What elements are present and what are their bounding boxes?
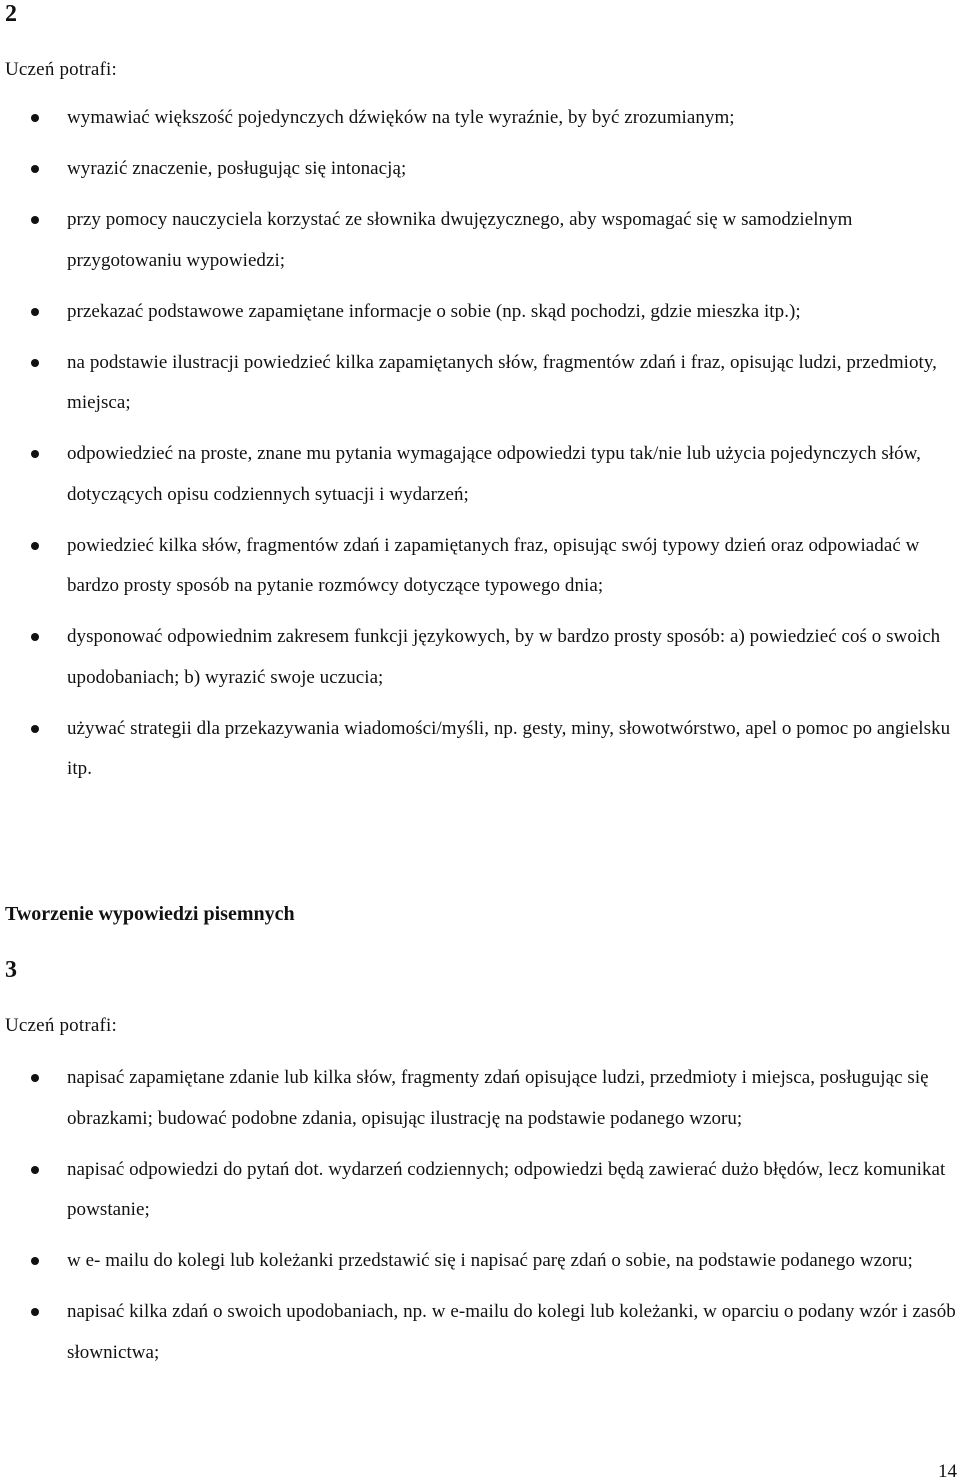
list-item-text: napisać kilka zdań o swoich upodobaniach, np. w e-mailu do kolegi lub koleżanki, w oparciu o podany wzór i zasób słownictwa;: [67, 1301, 956, 1363]
list-item: [0, 1241, 960, 1282]
list-item: [0, 617, 960, 698]
list-item: [0, 526, 960, 607]
bullet-icon: [31, 216, 39, 224]
list-item-text: przekazać podstawowe zapamiętane informacje o sobie (np. skąd pochodzi, gdzie mieszka itp.);: [67, 300, 801, 322]
bullet-icon: [31, 1074, 39, 1082]
list-item-text: dysponować odpowiednim zakresem funkcji językowych, by w bardzo prosty sposób: a) powiedzieć coś o swoich upodobaniach; b) wyrazić swoje uczucia;: [67, 626, 941, 688]
list-item: [0, 1292, 960, 1373]
bullet-icon: [31, 1257, 39, 1265]
section-intro: Uczeń potrafi:: [5, 59, 117, 80]
page-number: 14: [938, 1461, 957, 1482]
list-item: [0, 434, 960, 515]
bullet-icon: [31, 114, 39, 122]
bullet-icon: [31, 359, 39, 367]
list-item-text: używać strategii dla przekazywania wiadomości/myśli, np. gesty, miny, słowotwórstwo, apel o pomoc po angielsku itp.: [67, 717, 951, 779]
bullet-icon: [31, 633, 39, 641]
list-item-text: wymawiać większość pojedynczych dźwięków na tyle wyraźnie, by być zrozumianym;: [67, 107, 735, 128]
list-item: [0, 709, 960, 790]
list-item: [0, 149, 960, 190]
list-item: [0, 1058, 960, 1139]
skills-list-speaking: [0, 98, 960, 800]
list-item-text: w e- mailu do kolegi lub koleżanki przedstawić się i napisać parę zdań o sobie, na podstawie podanego wzoru;: [67, 1250, 913, 1271]
bullet-icon: [31, 1166, 39, 1174]
bullet-icon: [31, 542, 39, 550]
list-item: [0, 343, 960, 424]
skills-list-writing: [0, 1058, 960, 1384]
list-item-text: odpowiedzieć na proste, znane mu pytania wymagające odpowiedzi typu tak/nie lub użycia pojedynczych słów, dotyczących opisu codziennych sytuacji i wydarzeń;: [67, 443, 921, 505]
list-item-text: napisać zapamiętane zdanie lub kilka słów, fragmenty zdań opisujące ludzi, przedmioty i miejsca, posługując się obrazkami; budować podobne zdania, opisując ilustrację na podstawie podanego wzoru;: [67, 1067, 929, 1129]
list-item-text: napisać odpowiedzi do pytań dot. wydarzeń codziennych; odpowiedzi będą zawierać dużo błędów, lecz komunikat powstanie;: [67, 1158, 946, 1220]
list-item: [0, 98, 960, 139]
bullet-icon: [31, 165, 39, 173]
section-intro: Uczeń potrafi:: [5, 1015, 117, 1036]
list-item-text: na podstawie ilustracji powiedzieć kilka zapamiętanych słów, fragmentów zdań i fraz, opisując ludzi, przedmioty, miejsca;: [67, 351, 937, 413]
section-title: Tworzenie wypowiedzi pisemnych: [5, 903, 295, 925]
bullet-icon: [31, 450, 39, 458]
list-item: [0, 1150, 960, 1231]
list-item-text: wyrazić znaczenie, posługując się intonacją;: [67, 158, 407, 179]
bullet-icon: [31, 1308, 39, 1316]
list-item: [0, 292, 960, 333]
level-number-3: 3: [5, 957, 17, 983]
list-item: [0, 200, 960, 281]
bullet-icon: [31, 308, 39, 316]
list-item-text: powiedzieć kilka słów, fragmentów zdań i zapamiętanych fraz, opisując swój typowy dzień oraz odpowiadać w bardzo prosty sposób na pytanie rozmówcy dotyczące typowego dnia;: [67, 534, 920, 596]
bullet-icon: [31, 725, 39, 733]
level-number-2: 2: [5, 1, 17, 27]
list-item-text: przy pomocy nauczyciela korzystać ze słownika dwujęzycznego, aby wspomagać się w samodzielnym przygotowaniu wypowiedzi;: [67, 209, 853, 271]
